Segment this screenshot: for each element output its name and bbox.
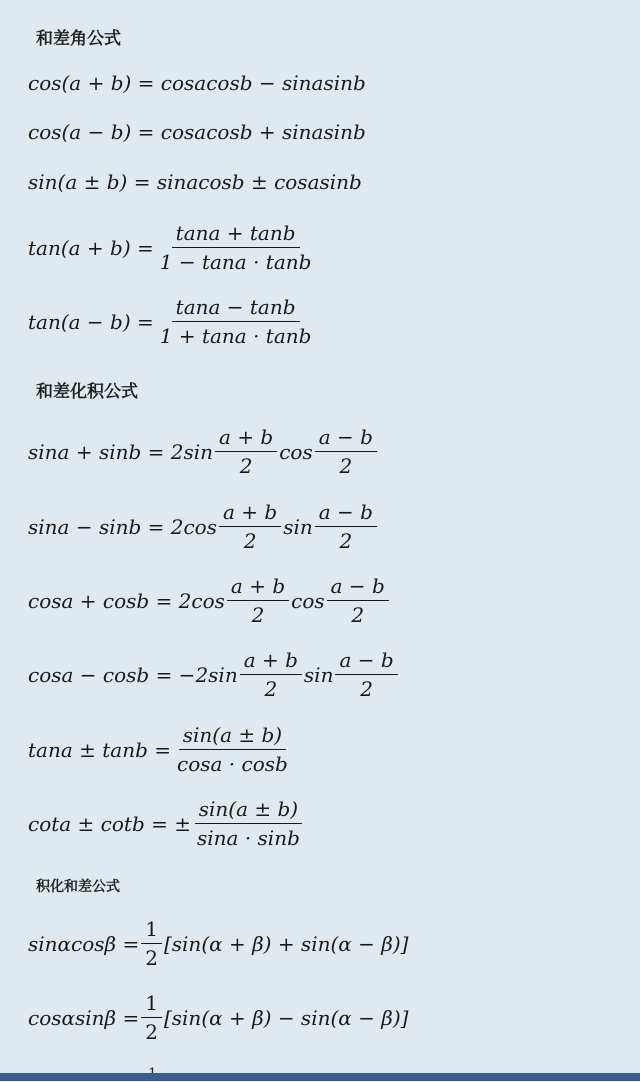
- denominator: sina · sinb: [197, 826, 300, 850]
- formula-rhs: [sin(α + β) − sin(α − β)]: [163, 1005, 409, 1030]
- denominator: 2: [339, 529, 353, 553]
- numerator: a − b: [327, 575, 389, 601]
- formula-rhs: [sin(α + β) + sin(α − β)]: [163, 931, 409, 956]
- fraction-half-difference: [315, 426, 377, 477]
- numerator: a + b: [219, 501, 281, 527]
- formula-cos-plus-cos: [28, 575, 391, 626]
- numerator: a + b: [227, 575, 289, 601]
- denominator: 2: [239, 454, 253, 478]
- fraction-half-difference: [327, 575, 389, 626]
- section-heading-sum-difference-angle: 和差角公式: [36, 29, 121, 49]
- formula-lhs: cosa − cosb = −2sin: [28, 662, 238, 687]
- formula-sin-sum-difference: [28, 172, 362, 192]
- numerator: sin(a ± b): [195, 798, 302, 824]
- formula-lhs: cota ± cotb = ±: [28, 811, 191, 836]
- formula-cos-minus-cos: [28, 649, 400, 700]
- bottom-scroll-bar: [0, 1073, 640, 1081]
- fraction-one-half: [141, 992, 162, 1043]
- denominator: cosa · cosb: [177, 752, 288, 776]
- formula-sin-minus-sin: [28, 501, 379, 552]
- numerator: a − b: [315, 426, 377, 452]
- fraction: [156, 296, 316, 347]
- denominator: 2: [243, 529, 257, 553]
- denominator: 2: [339, 454, 353, 478]
- fraction: [173, 724, 292, 775]
- formula-lhs: sina − sinb = 2cos: [28, 514, 217, 539]
- denominator: 2: [145, 1020, 158, 1044]
- formula-mid: cos: [291, 588, 325, 613]
- formula-cos-sum: [28, 73, 366, 93]
- numerator: a − b: [315, 501, 377, 527]
- formula-cot-plus-minus-cot: [28, 798, 306, 849]
- denominator: 2: [251, 603, 265, 627]
- formula-mid: sin: [303, 662, 334, 687]
- numerator: 1: [141, 918, 162, 944]
- numerator: a − b: [335, 649, 397, 675]
- formula-lhs: tan(a − b) =: [28, 309, 154, 334]
- formula-text: cos(a − b) = cosacosb + sinasinb: [28, 120, 366, 144]
- formula-text: sin(a ± b) = sinacosb ± cosasinb: [28, 170, 362, 194]
- fraction-half-difference: [335, 649, 397, 700]
- numerator: a + b: [240, 649, 302, 675]
- fraction-half-sum: [219, 501, 281, 552]
- numerator: 1: [141, 992, 162, 1018]
- formula-lhs: tana ± tanb =: [28, 737, 171, 762]
- numerator: tana + tanb: [172, 222, 300, 248]
- fraction-half-sum: [227, 575, 289, 626]
- denominator: 2: [351, 603, 365, 627]
- formula-mid: cos: [279, 439, 313, 464]
- formula-lhs: cosαsinβ =: [28, 1005, 140, 1030]
- numerator: sin(a ± b): [179, 724, 286, 750]
- section-heading-product-to-sum: 积化和差公式: [36, 879, 120, 895]
- fraction: [156, 222, 316, 273]
- denominator: 1 − tana · tanb: [159, 250, 312, 274]
- formula-tan-sum: [28, 222, 317, 273]
- fraction-half-sum: [240, 649, 302, 700]
- formula-sin-plus-sin: [28, 426, 379, 477]
- denominator: 1 + tana · tanb: [159, 324, 312, 348]
- formula-lhs: sinαcosβ =: [28, 931, 140, 956]
- formula-cos-difference: [28, 122, 366, 142]
- fraction-half-sum: [215, 426, 277, 477]
- formula-tan-plus-minus-tan: [28, 724, 294, 775]
- formula-cos-alpha-sin-beta: [28, 992, 408, 1043]
- formula-tan-difference: [28, 296, 317, 347]
- fraction-half-difference: [315, 501, 377, 552]
- denominator: 2: [145, 946, 158, 970]
- numerator: tana − tanb: [172, 296, 300, 322]
- formula-text: cos(a + b) = cosacosb − sinasinb: [28, 71, 366, 95]
- formula-lhs: sina + sinb = 2sin: [28, 439, 214, 464]
- denominator: 2: [264, 677, 278, 701]
- formula-lhs: tan(a + b) =: [28, 235, 154, 260]
- fraction-one-half: [141, 918, 162, 969]
- denominator: 2: [360, 677, 373, 701]
- formula-mid: sin: [283, 514, 313, 539]
- formula-lhs: cosa + cosb = 2cos: [28, 588, 225, 613]
- numerator: a + b: [215, 426, 277, 452]
- section-heading-sum-to-product: 和差化积公式: [36, 382, 138, 402]
- fraction: [193, 798, 304, 849]
- formula-sin-alpha-cos-beta: [28, 918, 408, 969]
